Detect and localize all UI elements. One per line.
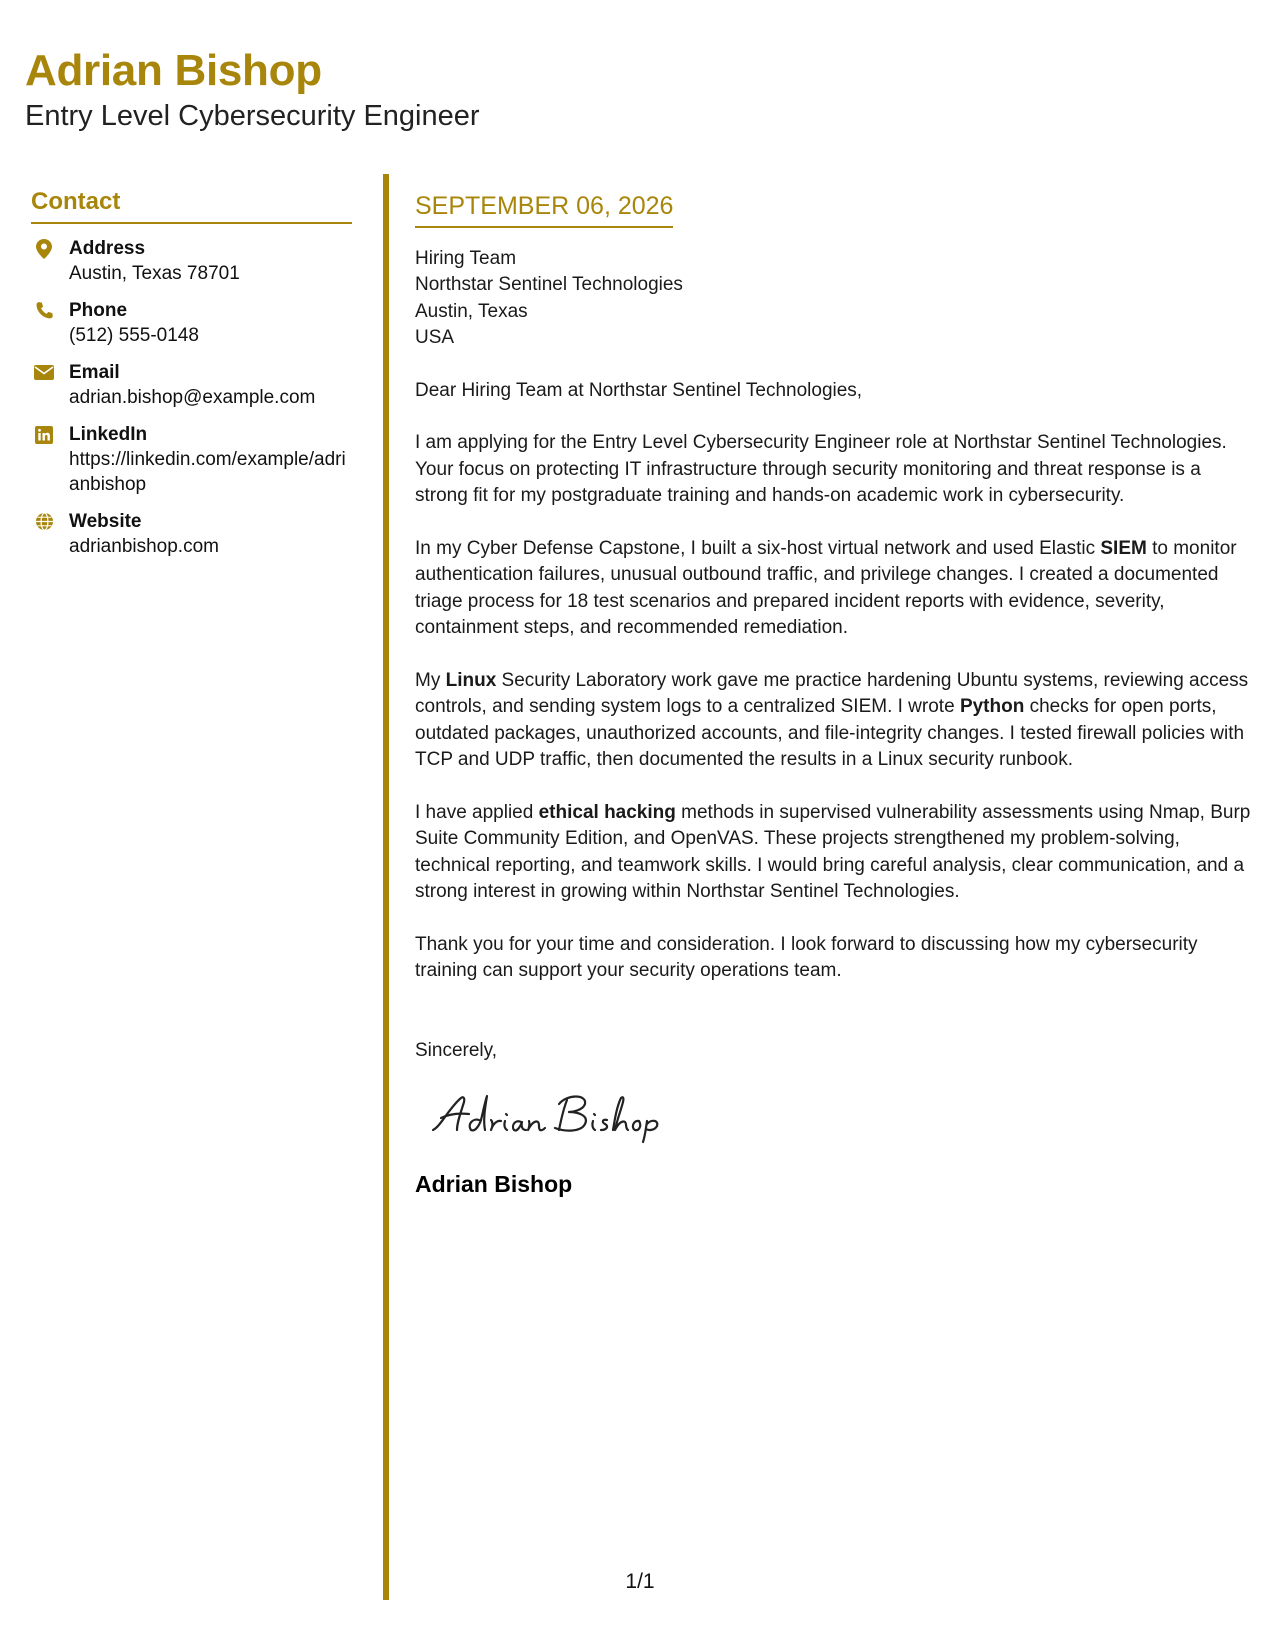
- keyword-bold: ethical hacking: [538, 801, 676, 823]
- address-label: Address: [69, 237, 146, 259]
- map-pin-icon: [34, 239, 54, 259]
- recipient-line: Hiring Team: [415, 247, 517, 269]
- keyword-bold: Python: [959, 696, 1025, 717]
- letter-body: [415, 190, 1255, 1198]
- recipient-block: [415, 246, 1255, 352]
- recipient-line: Northstar Sentinel Technologies: [415, 274, 683, 295]
- email-label: Email: [69, 361, 120, 383]
- email-value: adrian.bishop@example.com: [69, 386, 316, 408]
- paragraph-text: My: [415, 669, 446, 691]
- closing: Sincerely,: [415, 1039, 498, 1061]
- paragraph-text: I am applying for the Entry Level Cybersecurity Engineer role at Northstar Sentinel Technologies. Your focus on protecting IT infrastructure through security monitoring and threat response is a strong fit for my postgraduate training and hands-on academic work in cybersecurity.: [415, 432, 1227, 506]
- paragraph-text: methods in supervised vulnerability assessments using Nmap, Burp Suite Community Edition, and OpenVAS. These projects strengthened my problem-solving, technical reporting, and teamwork skills. I would bring careful analysis, clear communication, and a strong interest in growing within Northstar Sentinel Technologies.: [415, 801, 1251, 902]
- salutation: Dear Hiring Team at Northstar Sentinel Technologies,: [415, 379, 863, 401]
- paragraph-text: Thank you for your time and consideration. I look forward to discussing how my cybersecurity training can support your security operations team.: [415, 933, 1198, 981]
- contact-email: [31, 360, 352, 410]
- signer-name: Adrian Bishop: [415, 1171, 573, 1197]
- website-label: Website: [69, 510, 142, 532]
- paragraph: [415, 668, 1255, 774]
- contact-linkedin: [31, 422, 352, 497]
- recipient-line: Austin, Texas: [415, 300, 528, 322]
- phone-label: Phone: [69, 299, 128, 321]
- envelope-icon: [34, 363, 54, 383]
- paragraph-text: In my Cyber Defense Capstone, I built a six-host virtual network and used Elastic: [415, 537, 1101, 559]
- phone-value: (512) 555-0148: [69, 324, 199, 346]
- recipient-line: USA: [415, 327, 455, 348]
- linkedin-icon: [34, 425, 54, 445]
- paragraph-text: to monitor authentication failures, unusual outbound traffic, and privilege changes. I created a documented triage process for 18 test scenarios and prepared incident reports with evidence, severity, containment steps, and recommended remediation.: [415, 537, 1237, 638]
- paragraph: [415, 800, 1255, 906]
- keyword-bold: Linux: [445, 669, 497, 691]
- keyword-bold: SIEM: [1100, 537, 1147, 559]
- paragraph-text: Security Laboratory work gave me practice hardening Ubuntu systems, reviewing access controls, and sending system logs to a centralized SIEM. I wrote: [415, 669, 1249, 717]
- candidate-name: Adrian Bishop: [25, 46, 322, 95]
- job-title: Entry Level Cybersecurity Engineer: [25, 100, 480, 132]
- paragraph-text: I have applied: [415, 801, 539, 823]
- paragraph: [415, 932, 1255, 985]
- letter-date: SEPTEMBER 06, 2026: [415, 190, 673, 228]
- contact-sidebar: [31, 188, 352, 571]
- phone-icon: [34, 301, 54, 321]
- column-divider: [383, 174, 389, 1600]
- contact-phone: [31, 298, 352, 348]
- page-number: 1/1: [625, 1570, 655, 1593]
- linkedin-value[interactable]: https://linkedin.com/example/adrianbishop: [69, 448, 346, 495]
- contact-address: [31, 236, 352, 286]
- contact-heading: Contact: [31, 188, 352, 224]
- website-value[interactable]: adrianbishop.com: [69, 535, 219, 557]
- linkedin-label: LinkedIn: [69, 423, 148, 445]
- globe-icon: [34, 512, 54, 532]
- address-value: Austin, Texas 78701: [69, 262, 240, 284]
- paragraph-text: checks for open ports, outdated packages, unauthorized accounts, and file-integrity changes. I tested firewall policies with TCP and UDP traffic, then documented the results in a Linux security runbook.: [415, 696, 1245, 770]
- paragraph: [415, 430, 1255, 510]
- paragraph: [415, 536, 1255, 642]
- handwritten-signature: [427, 1086, 1255, 1151]
- contact-website: [31, 509, 352, 559]
